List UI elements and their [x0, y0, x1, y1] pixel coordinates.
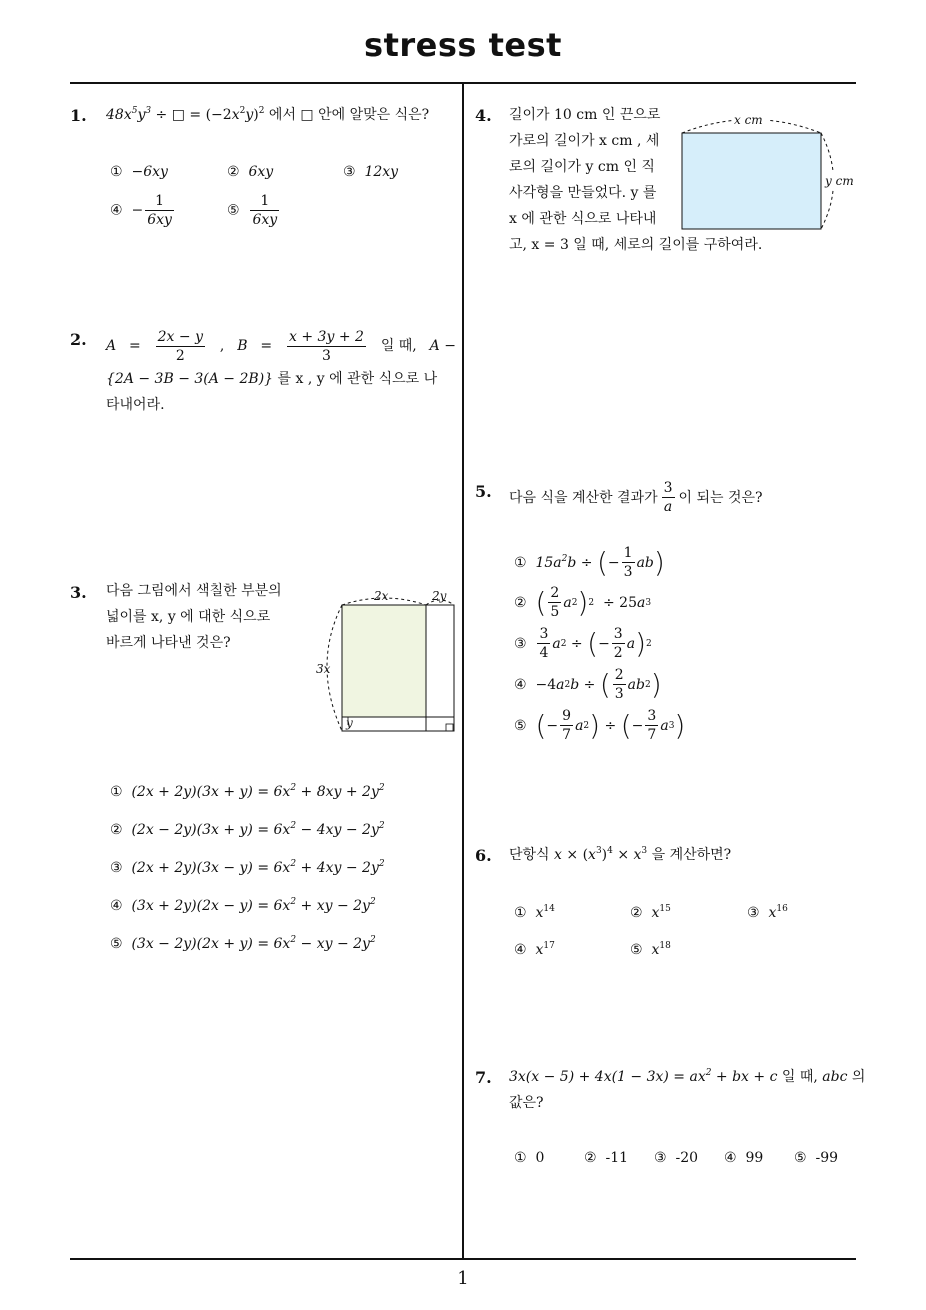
column-divider [462, 83, 464, 1259]
shaded-region [342, 605, 426, 717]
option-1[interactable]: ① $(2x + 2y)(3x + y) = 6x^2 + 8xy + 2y^2$ [110, 783, 385, 800]
option-4[interactable]: ④ 99 [724, 1150, 764, 1166]
option-5[interactable]: ⑤ $x^{18}$ [630, 941, 671, 958]
question-number: 5. [475, 482, 492, 501]
question-stem: 다음 식을 계산한 결과가 $\frac{3}{a}$ 이 되는 것은? [509, 480, 763, 515]
footer-rule [70, 1258, 856, 1260]
question-number: 6. [475, 846, 492, 865]
area-figure [312, 585, 462, 740]
label-height: y cm [825, 174, 854, 188]
question-number: 1. [70, 106, 87, 125]
page-title: stress test [364, 26, 562, 64]
question-number: 4. [475, 106, 492, 125]
question-stem: A = $\frac{2x - y}{2}$ , B = $\frac{x + 3y + 2}{3}$ 일 때, A − {2A − 3B − 3(A − 2B)} 를 x , y 에 관한 식으로 나 타내어라. [106, 328, 456, 413]
question-number: 3. [70, 583, 87, 602]
option-4[interactable]: ④ −4 a 2 b ÷ ( $\frac{2}{3}$ ab 2 ) [514, 667, 662, 702]
question-stem: 단항식 $x \times (x^3)^4 \times x^3$ 을 계산하면? [509, 846, 732, 863]
option-5[interactable]: ⑤ $(3x - 2y)(2x + y) = 6x^2$ − xy − $2y^2$ [110, 935, 376, 952]
stem-korean: 에서 □ 안에 알맞은 식은? [268, 107, 430, 123]
option-3[interactable]: ③ $x^{16}$ [747, 904, 788, 921]
option-4[interactable]: ④ $x^{17}$ [514, 941, 555, 958]
label-2y: 2y [432, 589, 447, 603]
option-5[interactable]: ⑤ $\frac{1}{6xy}$ [227, 193, 278, 228]
label-y: y [346, 716, 353, 730]
option-1[interactable]: ① $15a^2b$ ÷ ( − $\frac{1}{3}$ ab ) [514, 545, 665, 580]
page-number: 1 [457, 1268, 469, 1289]
option-4[interactable]: ④ − $\frac{1}{6xy}$ [110, 193, 172, 228]
option-2[interactable]: ② 6xy [227, 164, 274, 180]
option-2[interactable]: ② ( $\frac{2}{5}$ a 2 ) 2 ÷ 25 a 3 [514, 585, 652, 620]
option-4[interactable]: ④ $(3x + 2y)(2x - y) = 6x^2$ + xy − $2y^2$ [110, 897, 376, 914]
label-2x: 2x [374, 589, 389, 603]
option-1[interactable]: ① 0 [514, 1150, 545, 1166]
option-5[interactable]: ⑤ -99 [794, 1150, 839, 1166]
rectangle-figure [676, 108, 860, 234]
option-1[interactable]: ① −6xy [110, 164, 168, 180]
option-2[interactable]: ② -11 [584, 1150, 629, 1166]
option-1[interactable]: ① $x^{14}$ [514, 904, 555, 921]
label-3x: 3x [316, 662, 331, 676]
label-width: x cm [734, 113, 763, 127]
question-stem: 다음 그림에서 색칠한 부분의 넓이를 x, y 에 대한 식으로 바르게 나타낸 것은? [106, 583, 282, 651]
option-3[interactable]: ③ $(2x + 2y)(3x - y) = 6x^2 + 4xy - 2y^2$ [110, 859, 385, 876]
option-2[interactable]: ② $x^{15}$ [630, 904, 671, 921]
option-3[interactable]: ③ -20 [654, 1150, 699, 1166]
option-3[interactable]: ③ $\frac{3}{4}$ a 2 ÷ ( − $\frac{3}{2}$ a ) 2 [514, 626, 652, 661]
question-number: 7. [475, 1068, 492, 1087]
question-stem: $3x(x - 5) + 4x(1 - 3x) = ax^2$ + bx + c 일 때, abc 의 값은? [509, 1068, 866, 1111]
option-2[interactable]: ② $(2x - 2y)(3x + y) = 6x^2 - 4xy - 2y^2$ [110, 821, 385, 838]
question-stem: $48x^5y^3$ ÷ □ = $(-2x^2y)^2$ 에서 □ 안에 알맞은 식은? [106, 106, 430, 123]
question-stem: 길이가 10 cm 인 끈으로 가로의 길이가 x cm , 세 로의 길이가 y cm 인 직 사각형을 만들었다. y 를 x 에 관한 식으로 나타내 고, x = 3 일 때, 세로의 길이를 구하여라. [509, 107, 763, 253]
option-5[interactable]: ⑤ ( − $\frac{9}{7}$ a 2 ) ÷ ( − $\frac{3}{7}$ a 3 ) [514, 708, 686, 743]
question-number: 2. [70, 330, 87, 349]
option-3[interactable]: ③ 12xy [343, 164, 399, 180]
